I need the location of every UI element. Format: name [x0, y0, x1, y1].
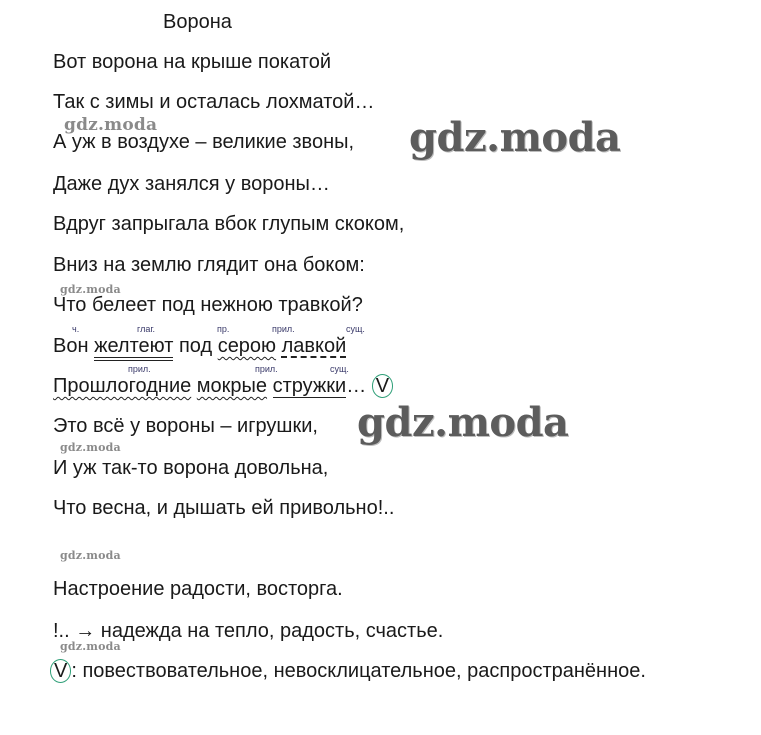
poem-line: Что белеет под нежною травкой?: [53, 294, 363, 316]
poem-line: Вот ворона на крыше покатой: [53, 51, 331, 73]
watermark: gdz.moda: [409, 114, 621, 161]
part-of-speech-tag: прил.: [272, 324, 295, 334]
part-of-speech-tag: сущ.: [346, 324, 365, 334]
word-subject: стружки: [272, 375, 347, 397]
parsed-sentence-line: [53, 374, 393, 398]
word-adjective: серою: [217, 335, 277, 357]
poem-line: А уж в воздухе – великие звоны,: [53, 131, 355, 153]
poem-title: Ворона: [163, 11, 232, 33]
part-of-speech-tag: ч.: [72, 324, 80, 334]
sentence-mark-circle: V: [50, 659, 71, 683]
note-line: Настроение радости, восторга.: [53, 578, 343, 600]
word-noun: лавкой: [281, 335, 347, 357]
watermark: gdz.moda: [60, 441, 121, 454]
poem-line: Так с зимы и осталась лохматой…: [53, 91, 375, 113]
ellipsis: …: [346, 375, 367, 397]
poem-line: И уж так-то ворона довольна,: [53, 457, 329, 479]
word-particle: Вон: [53, 335, 89, 357]
note-line: !.. → надежда на тепло, радость, счастье.: [53, 620, 444, 642]
word-predicate: желтеют: [94, 335, 173, 361]
poem-line: Даже дух занялся у вороны…: [53, 173, 330, 195]
part-of-speech-tag: прил.: [128, 364, 151, 374]
word-adjective: мокрые: [196, 375, 268, 397]
part-of-speech-tag: глаг.: [137, 324, 156, 334]
sentence-mark-circle: V: [372, 374, 393, 398]
poem-line: Вдруг запрыгала вбок глупым скоком,: [53, 213, 405, 235]
note-line: [50, 659, 646, 683]
word-adjective: Прошлогодние: [53, 375, 192, 397]
sentence-characteristics: : повествовательное, невосклицательное, распространённое.: [71, 660, 646, 682]
watermark: gdz.moda: [60, 640, 121, 653]
part-of-speech-tag: прил.: [255, 364, 278, 374]
parsed-sentence-line: [53, 334, 346, 361]
poem-line: Вниз на землю глядит она боком:: [53, 254, 365, 276]
poem-line: Что весна, и дышать ей привольно!..: [53, 497, 395, 519]
watermark: gdz.moda: [64, 115, 158, 135]
part-of-speech-tag: сущ.: [330, 364, 349, 374]
part-of-speech-tag: пр.: [217, 324, 230, 334]
poem-line: Это всё у вороны – игрушки,: [53, 415, 318, 437]
word-preposition: под: [178, 335, 213, 357]
watermark: gdz.moda: [60, 283, 121, 296]
watermark: gdz.moda: [60, 549, 121, 562]
watermark: gdz.moda: [357, 399, 569, 446]
